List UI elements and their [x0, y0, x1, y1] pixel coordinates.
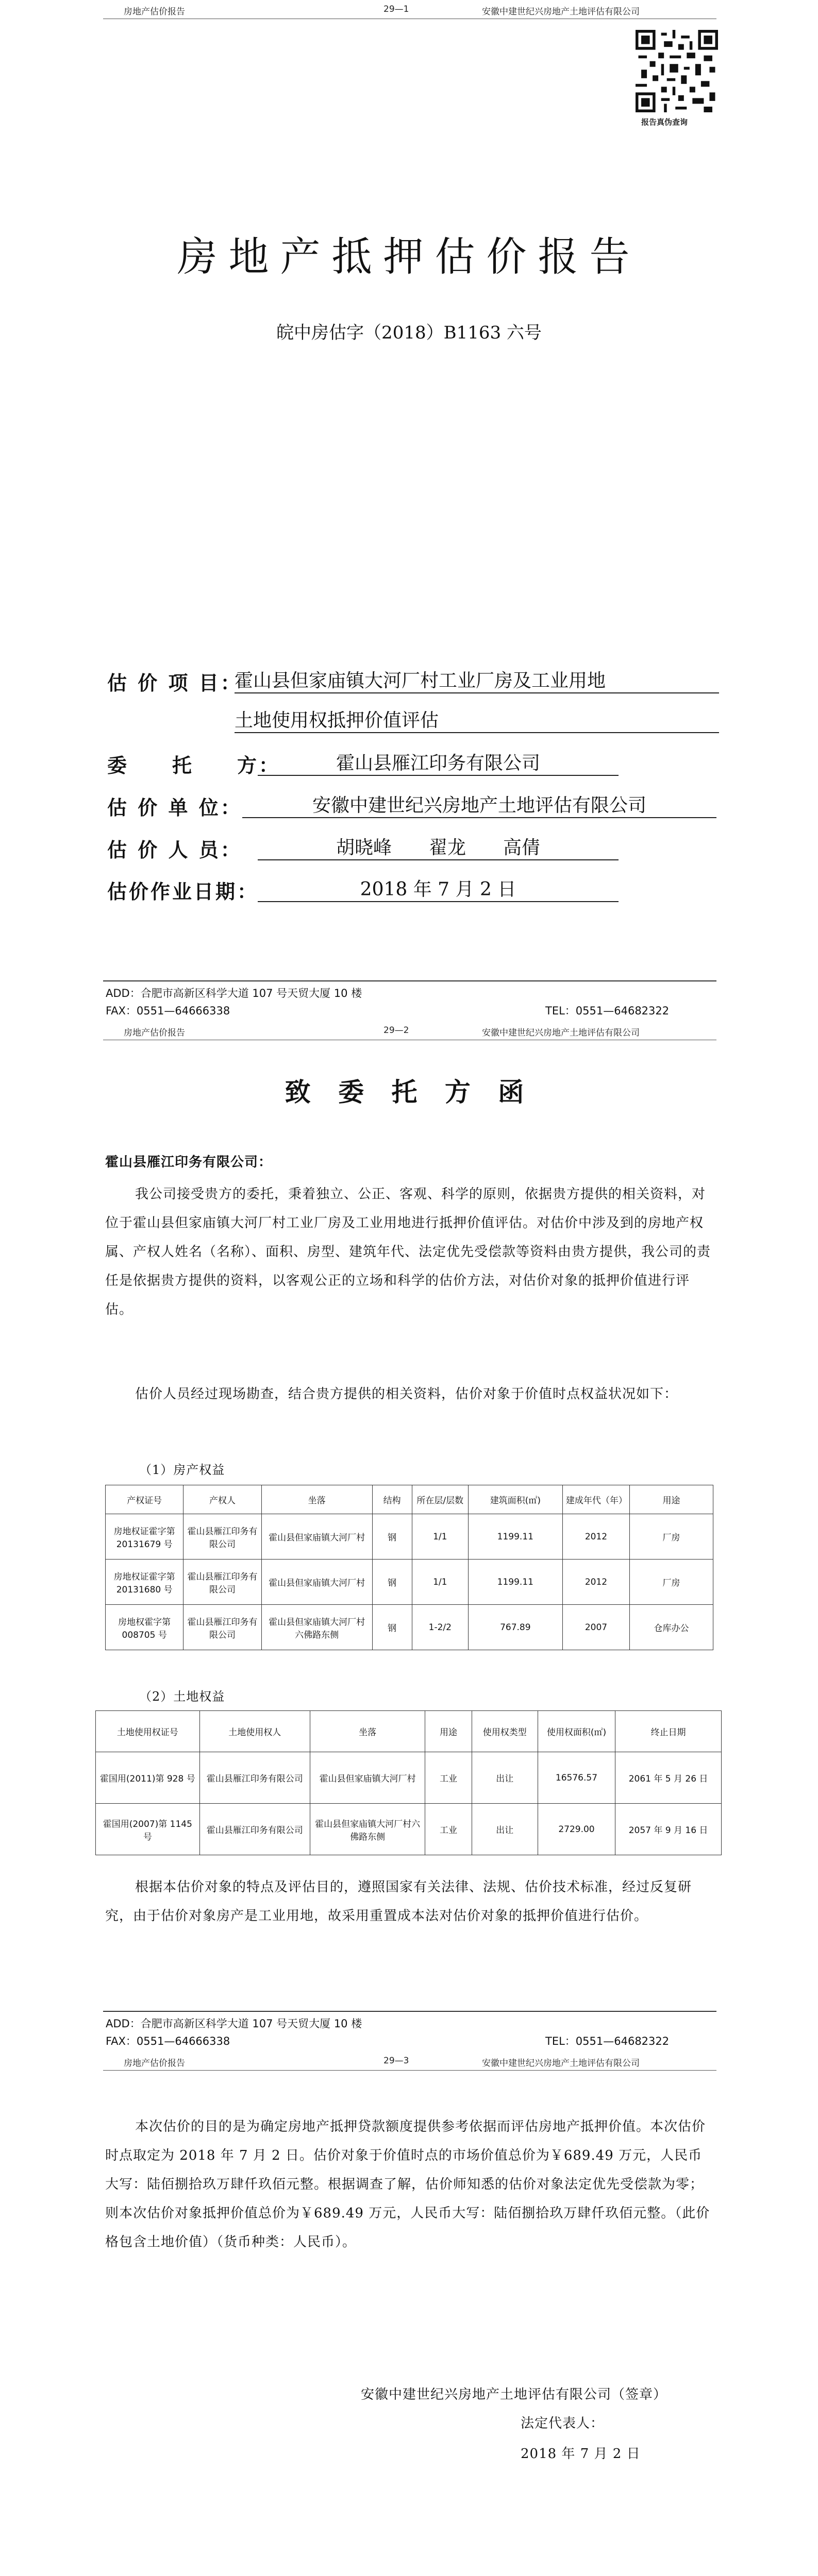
field-label-appraisers: 估 价 人 员：: [107, 838, 242, 861]
qr-code-graphic: [636, 30, 718, 112]
field-label-project: 估 价 项 目：: [107, 671, 242, 694]
signature-legal-rep: 法定代表人：: [521, 2416, 605, 2431]
footer-fax: FAX：0551—64666338: [106, 1005, 230, 1017]
land-table-caption: （2）土地权益: [139, 1689, 225, 1704]
field-value-project: 霍山县但家庙镇大河厂村工业厂房及工业用地: [235, 666, 719, 693]
table-cell: 1199.11: [468, 1514, 562, 1560]
footer-tel: TEL：0551—64682322: [545, 1005, 670, 1017]
table-header: 坐落: [261, 1485, 372, 1514]
table-cell: 1/1: [412, 1514, 468, 1560]
letter-paragraph-3: 根据本估价对象的特点及评估目的，遵照国家有关法律、法规、估价技术标准，经过反复研究，由于估价对象房产是工业用地，故采用重置成本法对估价对象的抵押价值进行估价。: [105, 1879, 692, 1924]
footer-fax: FAX：0551—64666338: [106, 2035, 230, 2047]
table-cell: 出让: [472, 1752, 538, 1804]
report-number: 皖中房估字（2018）B1163 六号: [276, 323, 542, 343]
field-value-client: 霍山县雁江印务有限公司: [258, 749, 619, 776]
table-cell: 16576.57: [538, 1752, 615, 1804]
letter-paragraph-4: 本次估价的目的是为确定房地产抵押贷款额度提供参考依据而评估房地产抵押价值。本次估价时点取定为 2018 年 7 月 2 日。估价对象于价值时点的市场价值总价为￥689.49 万元，人民币大写：陆佰捌拾玖万肆仟玖佰元整。根据调查了解，估价师知悉的估价对象法定优先受偿款为零；则本次估价对象抵押价值总价为￥689.49 万元，人民币大写：陆佰捌拾玖万肆仟玖佰元整。（此价格包含土地价值）（货币种类：人民币）。: [105, 2119, 710, 2250]
field-label-work-date: 估价作业日期：: [107, 880, 259, 903]
table-cell: 房地权霍字第 008705 号: [106, 1605, 183, 1650]
table-row: [96, 1752, 722, 1804]
table-cell: 2061 年 5 月 26 日: [615, 1752, 722, 1804]
house-table-caption: （1）房产权益: [139, 1463, 225, 1477]
footer-tel: TEL：0551—64682322: [545, 2035, 670, 2047]
table-header-row: [96, 1711, 722, 1752]
table-cell: 霍山县但家庙镇大河厂村: [310, 1752, 425, 1804]
table-row: [106, 1605, 713, 1650]
field-value-project-2: 土地使用权抵押价值评估: [235, 706, 719, 733]
table-cell: 霍山县雁江印务有限公司: [183, 1514, 261, 1560]
table-header: 建筑面积(㎡): [468, 1485, 562, 1514]
table-header: 使用权类型: [472, 1711, 538, 1752]
footer-address: ADD：合肥市高新区科学大道 107 号天贸大厦 10 楼: [106, 987, 362, 999]
table-header-row: [106, 1485, 713, 1514]
land-rights-table: [95, 1710, 722, 1855]
page-number: 29—1: [383, 4, 409, 14]
house-rights-table: [105, 1485, 713, 1650]
table-cell: 霍山县雁江印务有限公司: [199, 1804, 310, 1855]
page-header-left: 房地产估价报告: [124, 7, 185, 17]
table-cell: 2012: [562, 1514, 629, 1560]
table-header: 使用权面积(㎡): [538, 1711, 615, 1752]
letter-title: 致 委 托 方 函: [285, 1077, 533, 1107]
signature-company: 安徽中建世纪兴房地产土地评估有限公司（签章）: [361, 2387, 667, 2402]
table-header: 产权人: [183, 1485, 261, 1514]
table-header: 用途: [630, 1485, 713, 1514]
table-cell: 霍国用(2011)第 928 号: [96, 1752, 200, 1804]
table-cell: 仓库办公: [630, 1605, 713, 1650]
field-value-appraisers: 胡晓峰 翟龙 高倩: [258, 833, 619, 860]
table-header: 用途: [425, 1711, 472, 1752]
table-header: 坐落: [310, 1711, 425, 1752]
table-cell: 霍国用(2007)第 1145 号: [96, 1804, 200, 1855]
table-cell: 1/1: [412, 1560, 468, 1605]
table-cell: 钢: [372, 1605, 412, 1650]
table-header: 土地使用权证号: [96, 1711, 200, 1752]
table-cell: 房地权证霍字第 20131680 号: [106, 1560, 183, 1605]
page-header-left: 房地产估价报告: [124, 2058, 185, 2069]
table-cell: 房地权证霍字第 20131679 号: [106, 1514, 183, 1560]
table-cell: 工业: [425, 1804, 472, 1855]
table-cell: 2012: [562, 1560, 629, 1605]
table-header: 结构: [372, 1485, 412, 1514]
field-label-appraiser-firm: 估 价 单 位：: [107, 796, 242, 819]
table-row: [96, 1804, 722, 1855]
table-header: 所在层/层数: [412, 1485, 468, 1514]
page-header-right: 安徽中建世纪兴房地产土地评估有限公司: [482, 1028, 640, 1038]
page-header-right: 安徽中建世纪兴房地产土地评估有限公司: [482, 2058, 640, 2069]
page-header-left: 房地产估价报告: [124, 1028, 185, 1038]
table-header: 建成年代（年）: [562, 1485, 629, 1514]
footer-address: ADD：合肥市高新区科学大道 107 号天贸大厦 10 楼: [106, 2018, 362, 2030]
table-cell: 工业: [425, 1752, 472, 1804]
field-value-work-date: 2018 年 7 月 2 日: [258, 875, 619, 902]
table-cell: 钢: [372, 1560, 412, 1605]
table-cell: 钢: [372, 1514, 412, 1560]
table-row: [106, 1514, 713, 1560]
table-cell: 2007: [562, 1605, 629, 1650]
qr-code-icon[interactable]: [636, 30, 718, 112]
table-cell: 霍山县但家庙镇大河厂村: [261, 1514, 372, 1560]
letter-addressee: 霍山县雁江印务有限公司：: [105, 1155, 273, 1170]
table-cell: 霍山县雁江印务有限公司: [183, 1605, 261, 1650]
table-cell: 霍山县雁江印务有限公司: [199, 1752, 310, 1804]
table-cell: 厂房: [630, 1560, 713, 1605]
field-label-client: 委 托 方：: [107, 754, 281, 777]
table-cell: 霍山县但家庙镇大河厂村: [261, 1560, 372, 1605]
report-title: 房地产抵押估价报告: [177, 234, 641, 280]
table-cell: 1-2/2: [412, 1605, 468, 1650]
table-cell: 霍山县但家庙镇大河厂村六佛路东侧: [310, 1804, 425, 1855]
footer-rule: [103, 980, 716, 981]
field-value-appraiser-firm: 安徽中建世纪兴房地产土地评估有限公司: [242, 791, 716, 818]
letter-paragraph-2: 估价人员经过现场勘查，结合贵方提供的相关资料，估价对象于价值时点权益状况如下：: [135, 1386, 678, 1402]
table-cell: 1199.11: [468, 1560, 562, 1605]
table-cell: 霍山县但家庙镇大河厂村六佛路东侧: [261, 1605, 372, 1650]
table-row: [106, 1560, 713, 1605]
footer-rule: [103, 2011, 716, 2012]
page-number: 29—3: [383, 2056, 409, 2066]
table-cell: 767.89: [468, 1605, 562, 1650]
page-header-right: 安徽中建世纪兴房地产土地评估有限公司: [482, 7, 640, 17]
table-cell: 霍山县雁江印务有限公司: [183, 1560, 261, 1605]
letter-paragraph-1: 我公司接受贵方的委托，秉着独立、公正、客观、科学的原则，依据贵方提供的相关资料，对位于霍山县但家庙镇大河厂村工业厂房及工业用地进行抵押价值评估。对估价中涉及到的房地产权属、产权人姓名（名称）、面积、房型、建筑年代、法定优先受偿款等资料由贵方提供，我公司的责任是依据贵方提供的资料，以客观公正的立场和科学的估价方法，对估价对象的抵押价值进行评估。: [105, 1187, 711, 1317]
signature-date: 2018 年 7 月 2 日: [521, 2446, 641, 2462]
table-cell: 厂房: [630, 1514, 713, 1560]
table-cell: 2729.00: [538, 1804, 615, 1855]
table-header: 终止日期: [615, 1711, 722, 1752]
table-cell: 出让: [472, 1804, 538, 1855]
table-cell: 2057 年 9 月 16 日: [615, 1804, 722, 1855]
table-header: 土地使用权人: [199, 1711, 310, 1752]
header-rule: [103, 2070, 716, 2071]
qr-caption: 报告真伪查询: [641, 117, 688, 127]
page-number: 29—2: [383, 1025, 409, 1036]
table-header: 产权证号: [106, 1485, 183, 1514]
